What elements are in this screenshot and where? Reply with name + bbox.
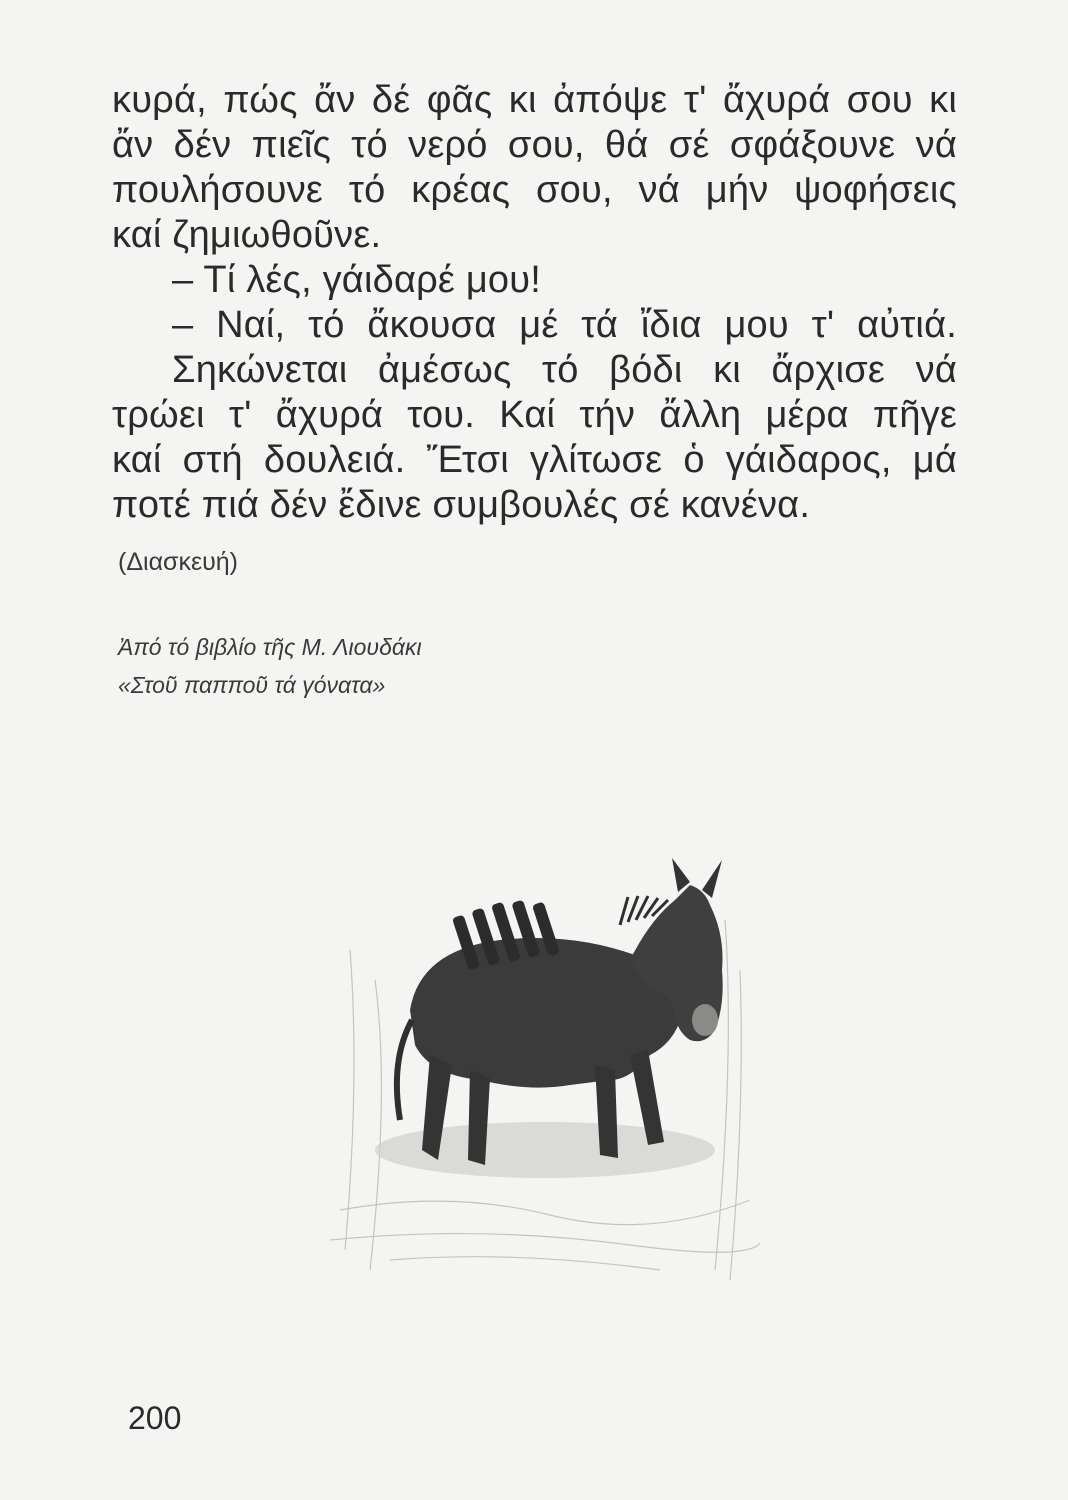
text-line-2: ἄν δέν πιεῖς τό νερό σου, θά σέ σφάξουνε νά [112, 124, 957, 166]
credit-title-line: «Στοῦ παπποῦ τά γόνατα» [118, 672, 386, 698]
text-line-1: κυρά, πώς ἄν δέ φᾶς κι ἀπόψε τ' ἄχυρά σου κι [112, 79, 957, 121]
text-line-4: καί ζημιωθοῦνε. [112, 214, 382, 256]
dialogue-line-1: – Τί λές, γάιδαρέ μου! [172, 259, 541, 301]
page-number: 200 [128, 1400, 182, 1436]
donkey-illustration [330, 830, 760, 1290]
dialogue-line-2: – Ναί, τό ἄκουσα μέ τά ἴδια μου τ' αὐτιά. [172, 304, 957, 346]
text-line-8: τρώει τ' ἄχυρά του. Καί τήν ἄλλη μέρα πῆγε [112, 394, 957, 436]
credit-author-line: Ἀπό τό βιβλίο τῆς Μ. Λιουδάκι [118, 634, 422, 660]
text-line-7: Σηκώνεται ἀμέσως τό βόδι κι ἄρχισε νά [172, 349, 957, 391]
text-line-10: ποτέ πιά δέν ἔδινε συμβουλές σέ κανένα. [112, 484, 811, 526]
book-credit [118, 628, 422, 704]
text-line-9: καί στή δουλειά. Ἔτσι γλίτωσε ὁ γάιδαρος, μά [112, 439, 957, 481]
text-line-3: πουλήσουνε τό κρέας σου, νά μήν ψοφήσεις [112, 169, 957, 211]
story-text [112, 78, 957, 528]
adaptation-note: (Διασκευή) [118, 548, 239, 576]
